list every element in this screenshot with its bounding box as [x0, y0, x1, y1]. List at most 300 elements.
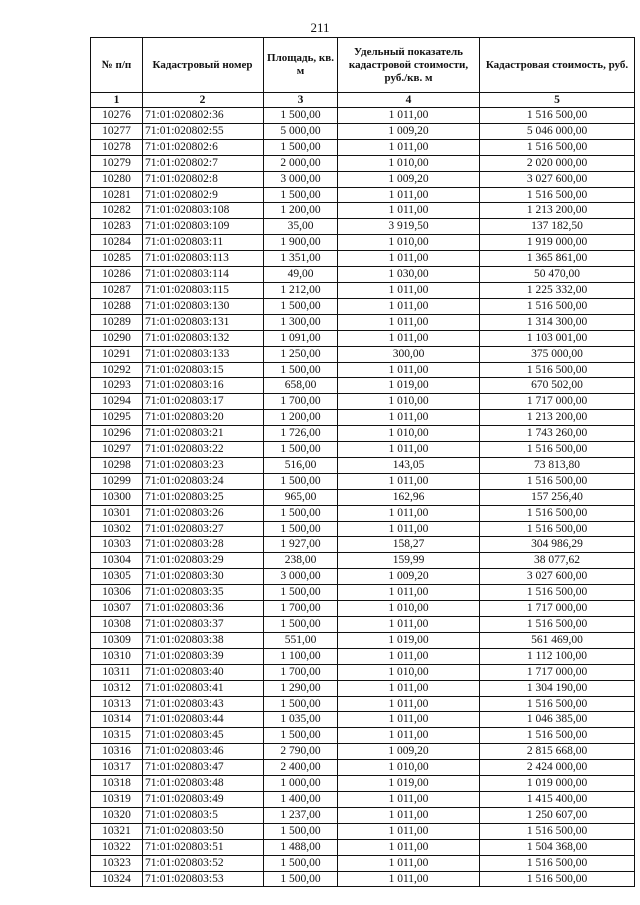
cadastral-value-cell: 3 027 600,00: [480, 569, 635, 585]
cadastral-value-cell: 1 516 500,00: [480, 362, 635, 378]
cadastral-number-cell: 71:01:020802:8: [143, 171, 264, 187]
area-cell: 2 790,00: [264, 744, 338, 760]
area-cell: 3 000,00: [264, 569, 338, 585]
cadastral-value-cell: 1 516 500,00: [480, 823, 635, 839]
area-cell: 49,00: [264, 267, 338, 283]
area-cell: 1 500,00: [264, 696, 338, 712]
area-cell: 1 351,00: [264, 251, 338, 267]
row-number-cell: 10298: [91, 457, 143, 473]
area-cell: 1 100,00: [264, 648, 338, 664]
cadastral-number-cell: 71:01:020803:41: [143, 680, 264, 696]
cadastral-number-cell: 71:01:020803:108: [143, 203, 264, 219]
specific-value-cell: 1 011,00: [338, 617, 480, 633]
area-cell: 1 200,00: [264, 410, 338, 426]
row-number-cell: 10292: [91, 362, 143, 378]
cadastral-value-cell: 304 986,29: [480, 537, 635, 553]
cadastral-number-cell: 71:01:020803:15: [143, 362, 264, 378]
table-row: [91, 712, 635, 728]
row-number-cell: 10276: [91, 108, 143, 124]
area-cell: 1 726,00: [264, 426, 338, 442]
cadastral-value-cell: 1 516 500,00: [480, 585, 635, 601]
row-number-cell: 10289: [91, 314, 143, 330]
table-row: [91, 235, 635, 251]
cadastral-number-cell: 71:01:020803:25: [143, 489, 264, 505]
specific-value-cell: 1 011,00: [338, 521, 480, 537]
cadastral-value-cell: 1 019 000,00: [480, 776, 635, 792]
specific-value-cell: 1 010,00: [338, 760, 480, 776]
row-number-cell: 10301: [91, 505, 143, 521]
cadastral-number-cell: 71:01:020803:113: [143, 251, 264, 267]
area-cell: 1 700,00: [264, 601, 338, 617]
table-row: [91, 505, 635, 521]
specific-value-cell: 1 011,00: [338, 696, 480, 712]
row-number-cell: 10319: [91, 791, 143, 807]
cadastral-value-cell: 1 304 190,00: [480, 680, 635, 696]
specific-value-cell: 1 011,00: [338, 473, 480, 489]
table-row: [91, 521, 635, 537]
cadastral-value-cell: 1 516 500,00: [480, 617, 635, 633]
area-cell: 1 500,00: [264, 728, 338, 744]
specific-value-cell: 1 011,00: [338, 855, 480, 871]
area-cell: 1 000,00: [264, 776, 338, 792]
cadastral-number-cell: 71:01:020803:46: [143, 744, 264, 760]
area-cell: 1 500,00: [264, 871, 338, 887]
row-number-cell: 10308: [91, 617, 143, 633]
cadastral-value-cell: 1 112 100,00: [480, 648, 635, 664]
table-row: [91, 346, 635, 362]
table-row: [91, 171, 635, 187]
area-cell: 965,00: [264, 489, 338, 505]
row-number-cell: 10299: [91, 473, 143, 489]
table-row: [91, 537, 635, 553]
area-cell: 35,00: [264, 219, 338, 235]
cadastral-value-cell: 1 516 500,00: [480, 473, 635, 489]
area-cell: 1 500,00: [264, 108, 338, 124]
row-number-cell: 10284: [91, 235, 143, 251]
cadastral-value-cell: 2 815 668,00: [480, 744, 635, 760]
row-number-cell: 10286: [91, 267, 143, 283]
cadastral-number-cell: 71:01:020803:130: [143, 298, 264, 314]
cadastral-value-cell: 1 919 000,00: [480, 235, 635, 251]
row-number-cell: 10312: [91, 680, 143, 696]
cadastral-value-cell: 1 516 500,00: [480, 187, 635, 203]
specific-value-cell: 3 919,50: [338, 219, 480, 235]
cadastral-value-cell: 1 103 001,00: [480, 330, 635, 346]
table-body: [91, 108, 635, 887]
cadastral-value-cell: 137 182,50: [480, 219, 635, 235]
specific-value-cell: 1 011,00: [338, 442, 480, 458]
specific-value-cell: 1 009,20: [338, 123, 480, 139]
row-number-cell: 10277: [91, 123, 143, 139]
specific-value-cell: 1 011,00: [338, 728, 480, 744]
cadastral-number-cell: 71:01:020802:36: [143, 108, 264, 124]
column-number: 3: [264, 93, 338, 108]
row-number-cell: 10283: [91, 219, 143, 235]
row-number-cell: 10287: [91, 282, 143, 298]
cadastral-number-cell: 71:01:020803:50: [143, 823, 264, 839]
row-number-cell: 10280: [91, 171, 143, 187]
cadastral-value-cell: 1 516 500,00: [480, 728, 635, 744]
specific-value-cell: 1 011,00: [338, 648, 480, 664]
row-number-cell: 10296: [91, 426, 143, 442]
area-cell: 1 700,00: [264, 394, 338, 410]
area-cell: 1 212,00: [264, 282, 338, 298]
table-row: [91, 807, 635, 823]
cadastral-number-cell: 71:01:020802:9: [143, 187, 264, 203]
specific-value-cell: 1 011,00: [338, 585, 480, 601]
table-row: [91, 664, 635, 680]
cadastral-number-cell: 71:01:020802:55: [143, 123, 264, 139]
cadastral-number-cell: 71:01:020803:28: [143, 537, 264, 553]
cadastral-value-cell: 3 027 600,00: [480, 171, 635, 187]
cadastral-value-cell: 1 225 332,00: [480, 282, 635, 298]
cadastral-value-cell: 1 314 300,00: [480, 314, 635, 330]
specific-value-cell: 1 009,20: [338, 744, 480, 760]
row-number-cell: 10303: [91, 537, 143, 553]
table-row: [91, 426, 635, 442]
area-cell: 658,00: [264, 378, 338, 394]
table-row: [91, 394, 635, 410]
header-cadastral-value: Кадастровая стоимость, руб.: [480, 38, 635, 93]
area-cell: 1 250,00: [264, 346, 338, 362]
row-number-cell: 10282: [91, 203, 143, 219]
cadastral-number-cell: 71:01:020802:7: [143, 155, 264, 171]
area-cell: 1 700,00: [264, 664, 338, 680]
cadastral-number-cell: 71:01:020803:37: [143, 617, 264, 633]
cadastral-value-cell: 1 046 385,00: [480, 712, 635, 728]
table-row: [91, 457, 635, 473]
specific-value-cell: 1 010,00: [338, 155, 480, 171]
table-row: [91, 108, 635, 124]
cadastral-number-cell: 71:01:020803:30: [143, 569, 264, 585]
specific-value-cell: 143,05: [338, 457, 480, 473]
specific-value-cell: 1 010,00: [338, 664, 480, 680]
row-number-cell: 10311: [91, 664, 143, 680]
area-cell: 516,00: [264, 457, 338, 473]
area-cell: 1 500,00: [264, 521, 338, 537]
area-cell: 1 500,00: [264, 362, 338, 378]
row-number-cell: 10304: [91, 553, 143, 569]
row-number-cell: 10305: [91, 569, 143, 585]
specific-value-cell: 1 010,00: [338, 394, 480, 410]
cadastral-number-cell: 71:01:020803:11: [143, 235, 264, 251]
table-row: [91, 696, 635, 712]
cadastral-number-cell: 71:01:020803:27: [143, 521, 264, 537]
specific-value-cell: 1 019,00: [338, 776, 480, 792]
area-cell: 1 488,00: [264, 839, 338, 855]
cadastral-value-cell: 1 213 200,00: [480, 410, 635, 426]
cadastral-value-cell: 1 717 000,00: [480, 664, 635, 680]
cadastral-number-cell: 71:01:020803:39: [143, 648, 264, 664]
cadastral-number-cell: 71:01:020803:114: [143, 267, 264, 283]
column-number: 1: [91, 93, 143, 108]
cadastral-number-cell: 71:01:020803:53: [143, 871, 264, 887]
area-cell: 5 000,00: [264, 123, 338, 139]
table-row: [91, 330, 635, 346]
row-number-cell: 10313: [91, 696, 143, 712]
row-number-cell: 10315: [91, 728, 143, 744]
cadastral-number-cell: 71:01:020803:115: [143, 282, 264, 298]
header-specific-value: Удельный показатель кадастровой стоимости, руб./кв. м: [338, 38, 480, 93]
area-cell: 1 500,00: [264, 473, 338, 489]
cadastral-value-cell: 1 415 400,00: [480, 791, 635, 807]
table-row: [91, 632, 635, 648]
specific-value-cell: 1 010,00: [338, 235, 480, 251]
row-number-cell: 10281: [91, 187, 143, 203]
specific-value-cell: 1 011,00: [338, 251, 480, 267]
cadastral-value-cell: 1 516 500,00: [480, 521, 635, 537]
row-number-cell: 10288: [91, 298, 143, 314]
row-number-cell: 10295: [91, 410, 143, 426]
cadastral-number-cell: 71:01:020803:47: [143, 760, 264, 776]
area-cell: 1 500,00: [264, 617, 338, 633]
cadastral-value-cell: 1 365 861,00: [480, 251, 635, 267]
header-row-number: № п/п: [91, 38, 143, 93]
row-number-cell: 10307: [91, 601, 143, 617]
cadastral-number-cell: 71:01:020803:5: [143, 807, 264, 823]
area-cell: 1 500,00: [264, 442, 338, 458]
cadastral-value-cell: 50 470,00: [480, 267, 635, 283]
cadastral-number-cell: 71:01:020803:23: [143, 457, 264, 473]
table-row: [91, 314, 635, 330]
cadastral-number-cell: 71:01:020803:43: [143, 696, 264, 712]
row-number-cell: 10324: [91, 871, 143, 887]
header-area: Площадь, кв. м: [264, 38, 338, 93]
cadastral-value-cell: 1 516 500,00: [480, 871, 635, 887]
page-number: 211: [310, 20, 330, 35]
table-row: [91, 617, 635, 633]
specific-value-cell: 162,96: [338, 489, 480, 505]
table-row: [91, 728, 635, 744]
table-row: [91, 871, 635, 887]
cadastral-number-cell: 71:01:020802:6: [143, 139, 264, 155]
specific-value-cell: 1 011,00: [338, 362, 480, 378]
column-number: 2: [143, 93, 264, 108]
row-number-cell: 10285: [91, 251, 143, 267]
table-row: [91, 585, 635, 601]
row-number-cell: 10321: [91, 823, 143, 839]
cadastral-number-cell: 71:01:020803:26: [143, 505, 264, 521]
row-number-cell: 10293: [91, 378, 143, 394]
table-row: [91, 298, 635, 314]
row-number-cell: 10314: [91, 712, 143, 728]
row-number-cell: 10309: [91, 632, 143, 648]
cadastral-value-cell: 73 813,80: [480, 457, 635, 473]
cadastral-value-cell: 670 502,00: [480, 378, 635, 394]
cadastral-number-cell: 71:01:020803:38: [143, 632, 264, 648]
area-cell: 1 927,00: [264, 537, 338, 553]
area-cell: 1 500,00: [264, 298, 338, 314]
cadastral-value-cell: 1 516 500,00: [480, 696, 635, 712]
table-row: [91, 791, 635, 807]
table-row: [91, 473, 635, 489]
table-row: [91, 219, 635, 235]
specific-value-cell: 1 019,00: [338, 378, 480, 394]
row-number-cell: 10279: [91, 155, 143, 171]
row-number-cell: 10290: [91, 330, 143, 346]
row-number-cell: 10294: [91, 394, 143, 410]
area-cell: 1 500,00: [264, 585, 338, 601]
header-cadastral-number: Кадастровый номер: [143, 38, 264, 93]
specific-value-cell: 1 011,00: [338, 712, 480, 728]
cadastral-value-cell: 1 516 500,00: [480, 298, 635, 314]
specific-value-cell: 1 011,00: [338, 410, 480, 426]
specific-value-cell: 1 011,00: [338, 871, 480, 887]
column-number-row: [91, 93, 635, 108]
cadastral-number-cell: 71:01:020803:48: [143, 776, 264, 792]
cadastral-number-cell: 71:01:020803:52: [143, 855, 264, 871]
cadastral-number-cell: 71:01:020803:21: [143, 426, 264, 442]
cadastral-number-cell: 71:01:020803:51: [143, 839, 264, 855]
table-header: [91, 38, 635, 108]
row-number-cell: 10317: [91, 760, 143, 776]
area-cell: 1 091,00: [264, 330, 338, 346]
cadastral-number-cell: 71:01:020803:45: [143, 728, 264, 744]
cadastral-value-cell: 5 046 000,00: [480, 123, 635, 139]
cadastral-value-cell: 1 717 000,00: [480, 394, 635, 410]
area-cell: 1 500,00: [264, 823, 338, 839]
column-number: 4: [338, 93, 480, 108]
cadastral-number-cell: 71:01:020803:44: [143, 712, 264, 728]
cadastral-value-cell: 1 516 500,00: [480, 855, 635, 871]
table-row: [91, 823, 635, 839]
row-number-cell: 10300: [91, 489, 143, 505]
area-cell: 2 000,00: [264, 155, 338, 171]
cadastral-number-cell: 71:01:020803:133: [143, 346, 264, 362]
column-number: 5: [480, 93, 635, 108]
specific-value-cell: 1 011,00: [338, 839, 480, 855]
specific-value-cell: 1 011,00: [338, 330, 480, 346]
cadastral-value-cell: 1 504 368,00: [480, 839, 635, 855]
cadastral-value-cell: 2 424 000,00: [480, 760, 635, 776]
table-row: [91, 203, 635, 219]
row-number-cell: 10320: [91, 807, 143, 823]
area-cell: 1 500,00: [264, 855, 338, 871]
area-cell: 1 500,00: [264, 505, 338, 521]
cadastral-number-cell: 71:01:020803:17: [143, 394, 264, 410]
specific-value-cell: 1 011,00: [338, 282, 480, 298]
table-row: [91, 839, 635, 855]
specific-value-cell: 1 011,00: [338, 807, 480, 823]
specific-value-cell: 1 011,00: [338, 187, 480, 203]
table-row: [91, 855, 635, 871]
row-number-cell: 10278: [91, 139, 143, 155]
row-number-cell: 10306: [91, 585, 143, 601]
table-row: [91, 776, 635, 792]
cadastral-value-cell: 38 077,62: [480, 553, 635, 569]
cadastral-number-cell: 71:01:020803:36: [143, 601, 264, 617]
row-number-cell: 10323: [91, 855, 143, 871]
table-row: [91, 267, 635, 283]
area-cell: 2 400,00: [264, 760, 338, 776]
table-row: [91, 553, 635, 569]
table-row: [91, 139, 635, 155]
cadastral-value-cell: 1 250 607,00: [480, 807, 635, 823]
area-cell: 551,00: [264, 632, 338, 648]
specific-value-cell: 1 019,00: [338, 632, 480, 648]
cadastral-number-cell: 71:01:020803:131: [143, 314, 264, 330]
cadastral-value-cell: 1 516 500,00: [480, 139, 635, 155]
row-number-cell: 10310: [91, 648, 143, 664]
specific-value-cell: 1 011,00: [338, 139, 480, 155]
area-cell: 1 500,00: [264, 139, 338, 155]
row-number-cell: 10318: [91, 776, 143, 792]
cadastral-number-cell: 71:01:020803:109: [143, 219, 264, 235]
table-row: [91, 442, 635, 458]
specific-value-cell: 1 011,00: [338, 108, 480, 124]
specific-value-cell: 158,27: [338, 537, 480, 553]
table-row: [91, 680, 635, 696]
cadastral-value-cell: 375 000,00: [480, 346, 635, 362]
table-row: [91, 744, 635, 760]
area-cell: 1 900,00: [264, 235, 338, 251]
cadastral-value-cell: 1 516 500,00: [480, 108, 635, 124]
table-row: [91, 362, 635, 378]
cadastral-number-cell: 71:01:020803:40: [143, 664, 264, 680]
cadastral-value-cell: 1 516 500,00: [480, 505, 635, 521]
table-row: [91, 378, 635, 394]
cadastral-value-cell: 1 213 200,00: [480, 203, 635, 219]
cadastral-number-cell: 71:01:020803:20: [143, 410, 264, 426]
cadastral-number-cell: 71:01:020803:49: [143, 791, 264, 807]
row-number-cell: 10297: [91, 442, 143, 458]
table-row: [91, 601, 635, 617]
cadastral-number-cell: 71:01:020803:132: [143, 330, 264, 346]
specific-value-cell: 1 010,00: [338, 601, 480, 617]
table-row: [91, 760, 635, 776]
area-cell: 1 300,00: [264, 314, 338, 330]
specific-value-cell: 300,00: [338, 346, 480, 362]
row-number-cell: 10302: [91, 521, 143, 537]
area-cell: 238,00: [264, 553, 338, 569]
area-cell: 3 000,00: [264, 171, 338, 187]
specific-value-cell: 1 011,00: [338, 505, 480, 521]
table-row: [91, 282, 635, 298]
specific-value-cell: 1 010,00: [338, 426, 480, 442]
area-cell: 1 290,00: [264, 680, 338, 696]
specific-value-cell: 1 011,00: [338, 791, 480, 807]
table-row: [91, 251, 635, 267]
table-row: [91, 155, 635, 171]
specific-value-cell: 1 030,00: [338, 267, 480, 283]
specific-value-cell: 1 011,00: [338, 203, 480, 219]
area-cell: 1 237,00: [264, 807, 338, 823]
area-cell: 1 500,00: [264, 187, 338, 203]
cadastral-value-cell: 157 256,40: [480, 489, 635, 505]
row-number-cell: 10316: [91, 744, 143, 760]
table-row: [91, 569, 635, 585]
cadastral-value-cell: 2 020 000,00: [480, 155, 635, 171]
cadastral-number-cell: 71:01:020803:22: [143, 442, 264, 458]
specific-value-cell: 1 009,20: [338, 569, 480, 585]
row-number-cell: 10291: [91, 346, 143, 362]
table-row: [91, 187, 635, 203]
cadastral-value-cell: 1 717 000,00: [480, 601, 635, 617]
table-row: [91, 489, 635, 505]
row-number-cell: 10322: [91, 839, 143, 855]
cadastral-number-cell: 71:01:020803:29: [143, 553, 264, 569]
cadastral-value-cell: 561 469,00: [480, 632, 635, 648]
cadastral-number-cell: 71:01:020803:35: [143, 585, 264, 601]
cadastral-number-cell: 71:01:020803:16: [143, 378, 264, 394]
area-cell: 1 035,00: [264, 712, 338, 728]
specific-value-cell: 1 011,00: [338, 680, 480, 696]
table-row: [91, 410, 635, 426]
specific-value-cell: 1 009,20: [338, 171, 480, 187]
specific-value-cell: 1 011,00: [338, 314, 480, 330]
table-row: [91, 123, 635, 139]
header-row: [91, 38, 635, 93]
